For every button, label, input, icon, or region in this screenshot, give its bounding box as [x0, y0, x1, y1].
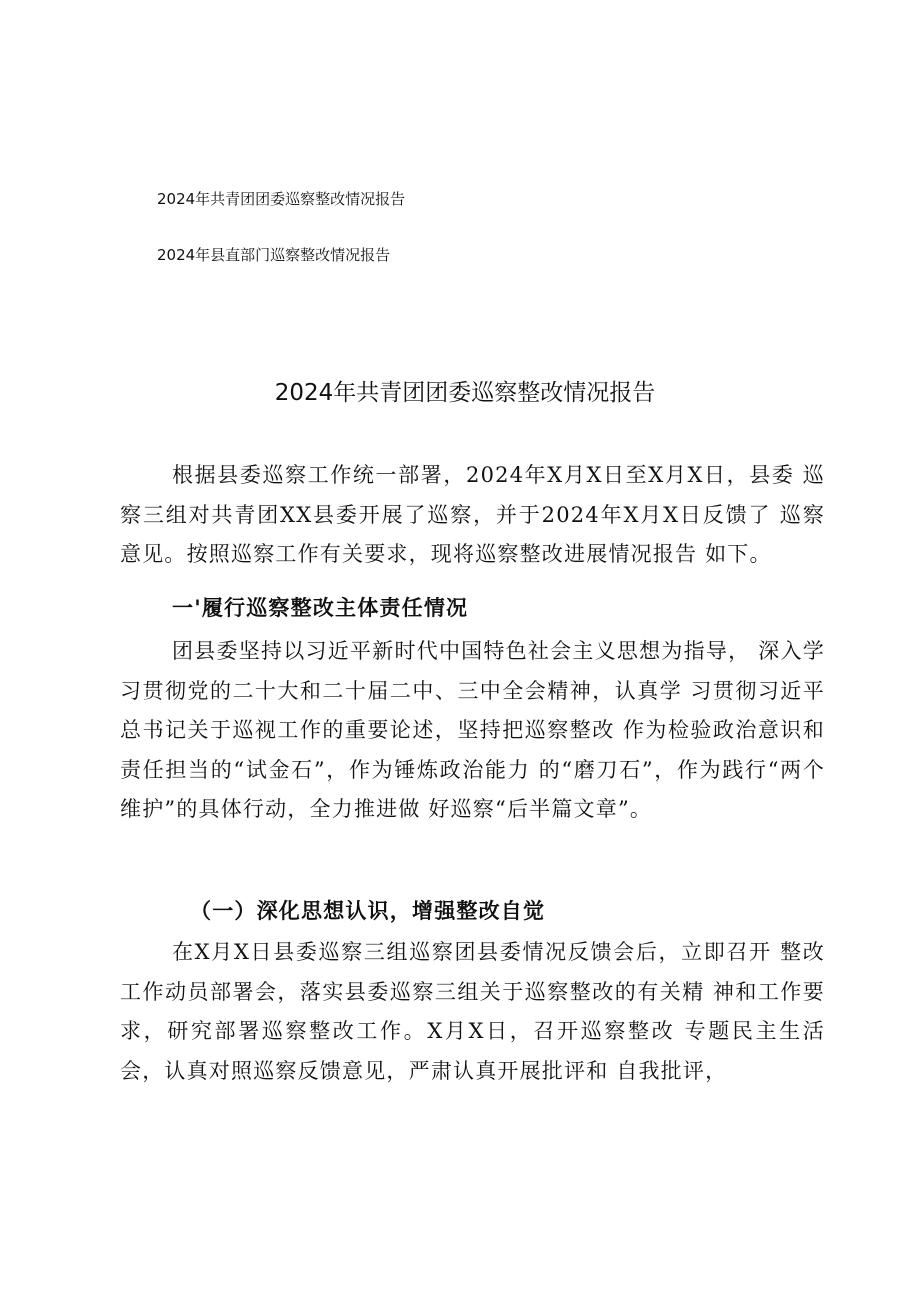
toc-entry-2: 2024年县直部门巡察整改情况报告 — [157, 246, 391, 264]
subsection-heading-1: （一）深化思想认识，增强整改自觉 — [190, 898, 546, 923]
subsection-1-paragraph: 在X月X日县委巡察三组巡察团县委情况反馈会后，立即召开 整改工作动员部署会，落实县委巡察三组关于巡察整改的有关精 神和工作要求，研究部署巡察整改工作。X月X日，召开巡察整改 专题民主生活会，认真对照巡察反馈意见，严肃认真开展批评和 自我批评， — [120, 940, 825, 1083]
toc-entry-1: 2024年共青团团委巡察整改情况报告 — [157, 190, 406, 208]
document-title: 2024年共青团团委巡察整改情况报告 — [274, 380, 656, 406]
section-1-paragraph: 团县委坚持以习近平新时代中国特色社会主义思想为指导， 深入学习贯彻党的二十大和二十届二中、三中全会精神，认真学 习贯彻习近平总书记关于巡视工作的重要论述，坚持把巡察整改 作为检验政治意识和责任担当的“试金石”，作为锤炼政治能力 的“磨刀石”，作为践行“两个维护”的具体行动，全力推进做 好巡察“后半篇文章”。 — [120, 639, 825, 822]
section-heading-1: 一'履行巡察整改主体责任情况 — [172, 595, 469, 620]
intro-paragraph: 根据县委巡察工作统一部署，2024年X月X日至X月X日，县委 巡察三组对共青团XX县委开展了巡察，并于2024年X月X日反馈了 巡察意见。按照巡察工作有关要求，现将巡察整改进展情况报告 如下。 — [120, 463, 825, 567]
